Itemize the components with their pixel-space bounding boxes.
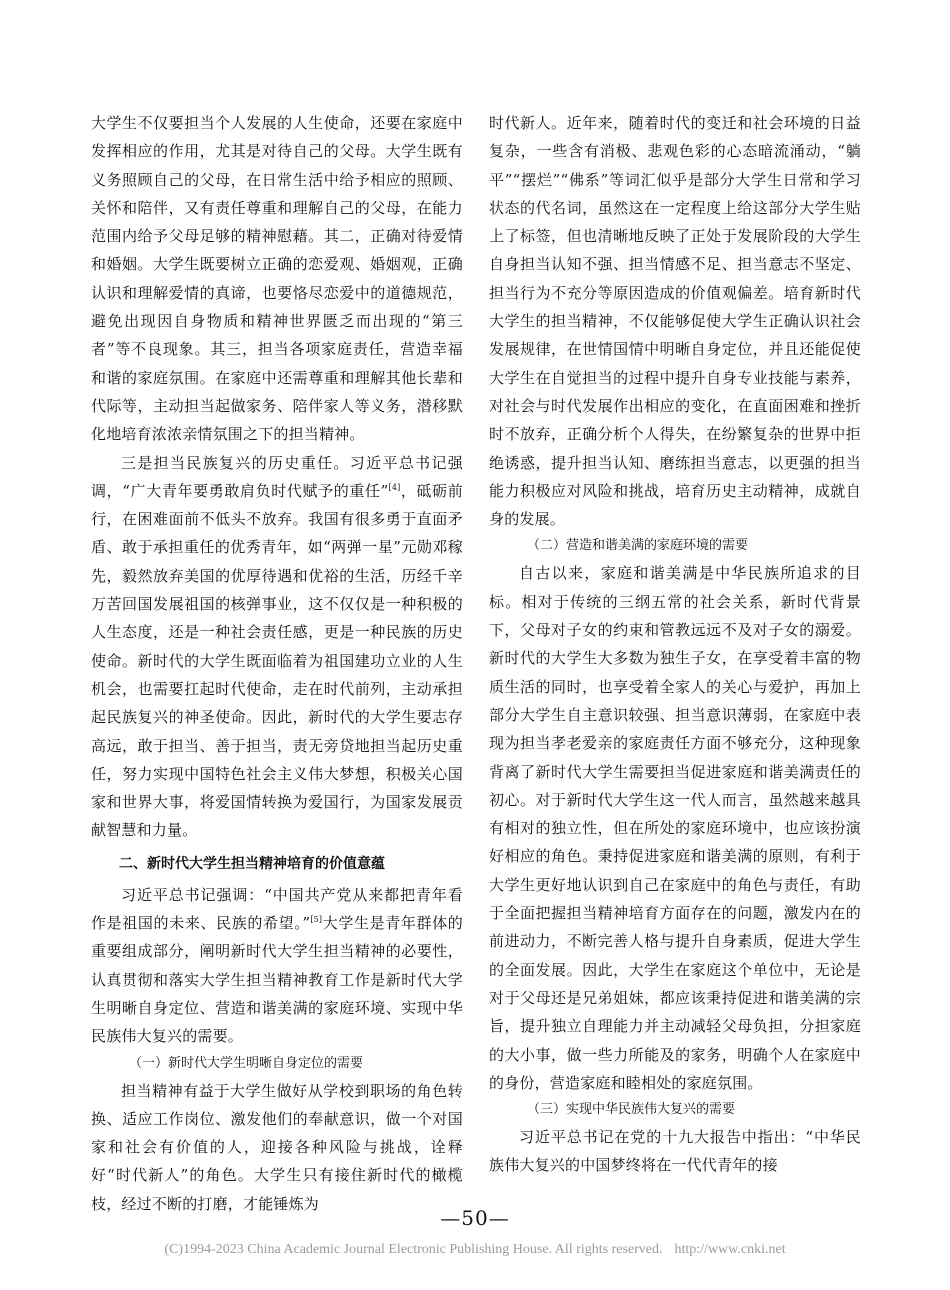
paragraph-text: ，砥砺前行，在困难面前不低头不放弃。我国有很多勇于直面矛盾、敢于承担重任的优秀青年，如“两弹一星”元勋邓稼先，毅然放弃美国的优厚待遇和优裕的生活，历经千辛万苦回国发展祖国的核弹事业，这不仅仅是一种积极的人生态度，还是一种社会责任感，更是一种民族的历史使命。新时代的大学生既面临着为祖国建功立业的人生机会，也需要扛起时代使命，走在时代前列，主动承担起民族复兴的神圣使命。因此，新时代的大学生要志存高远，敢于担当、善于担当，责无旁贷地担当起历史重任，努力实现中国特色社会主义伟大梦想，积极关心国家和世界大事，将爱国情转换为爱国行，为国家发展贡献智慧和力量。 <box>91 481 463 840</box>
paragraph-self-positioning: 担当精神有益于大学生做好从学校到职场的角色转换、适应工作岗位、激发他们的奉献意识，做一个对国家和社会有价值的人，迎接各种风险与挑战，诠释好“时代新人”的角色。大学生只有接住新时代的橄榄枝，经过不断的打磨，才能锤炼为 <box>91 1081 463 1213</box>
paragraph-new-era-people: 时代新人。近年来，随着时代的变迁和社会环境的日益复杂，一些含有消极、悲观色彩的心态暗流涌动，“躺平”“摆烂”“佛系”等词汇似乎是部分大学生日常和学习状态的代名词，虽然这在一定程度上给这部分大学生贴上了标签，但也清晰地反映了正处于发展阶段的大学生自身担当认知不强、担当情感不足、担当意志不坚定、担当行为不充分等原因造成的价值观偏差。培育新时代大学生的担当精神，不仅能够促使大学生正确认识社会发展规律，在世情国情中明晰自身定位，并且还能促使大学生在自觉担当的过程中提升自身专业技能与素养，对社会与时代发展作出相应的变化，在直面困难和挫折时不放弃，正确分析个人得失，在纷繁复杂的世界中拒绝诱惑，提升担当认知、磨练担当意志，以更强的担当能力积极应对风险和挑战，培育历史主动精神，成就自身的发展。 <box>489 114 861 529</box>
section-heading-value: 二、新时代大学生担当精神培育的价值意蕴 <box>119 855 385 872</box>
footer-url: http://www.cnki.net <box>674 1242 786 1257</box>
paragraph-family-environment: 自古以来，家庭和谐美满是中华民族所追求的目标。相对于传统的三纲五常的社会关系，新时代背景下，父母对子女的约束和管教远远不及对子女的溺爱。新时代的大学生大多数为独生子女，在享受着丰富的物质生活的同时，也享受着全家人的关心与爱护，再加上部分大学生自主意识较强、担当意识薄弱，在家庭中表现为担当孝老爱亲的家庭责任方面不够充分，这种现象背离了新时代大学生需要担当促进家庭和谐美满责任的初心。对于新时代大学生这一代人而言，虽然越来越具有相对的独立性，但在所处的家庭环境中，也应该扮演好相应的角色。秉持促进家庭和谐美满的原则，有利于大学生更好地认识到自己在家庭中的角色与责任，有助于全面把握担当精神培育方面存在的问题，激发内在的前进动力，不断完善人格与提升自身素质，促进大学生的全面发展。因此，大学生在家庭这个单位中，无论是对于父母还是兄弟姐妹，都应该秉持促进和谐美满的宗旨，提升独立自理能力并主动减轻父母负担，分担家庭的大小事，做一些力所能及的家务，明确个人在家庭中的身份，营造家庭和睦相处的家庭氛围。 <box>489 564 861 1092</box>
citation-ref-5: [5] <box>310 915 323 925</box>
paragraph-rejuvenation: 习近平总书记在党的十九大报告中指出：“中华民族伟大复兴的中国梦终将在一代代青年的接 <box>489 1128 861 1175</box>
copyright-text: (C)1994-2023 China Academic Journal Electronic Publishing House. All rights reserved. <box>164 1242 663 1257</box>
page-number: —50— <box>440 1206 510 1230</box>
paragraph-national-rejuvenation <box>91 449 463 845</box>
paragraph-value-intro <box>91 881 463 1051</box>
paragraph-family-duties: 大学生不仅要担当个人发展的人生使命，还要在家庭中发挥相应的作用，尤其是对待自己的父母。大学生既有义务照顾自己的父母，在日常生活中给予相应的照顾、关怀和陪伴，又有责任尊重和理解自己的父母，在能力范围内给予父母足够的精神慰藉。其二，正确对待爱情和婚姻。大学生既要树立正确的恋爱观、婚姻观，正确认识和理解爱情的真谛，也要恪尽恋爱中的道德规范，避免出现因自身物质和精神世界匮乏而出现的“第三者”等不良现象。其三，担当各项家庭责任，营造幸福和谐的家庭氛围。在家庭中还需尊重和理解其他长辈和代际等，主动担当起做家务、陪伴家人等义务，潜移默化地培育浓浓亲情氛围之下的担当精神。 <box>91 114 463 444</box>
subheading-self-positioning: （一）新时代大学生明晰自身定位的需要 <box>129 1055 364 1071</box>
paragraph-text: 大学生是青年群体的重要组成部分，阐明新时代大学生担当精神的必要性，认真贯彻和落实大学生担当精神教育工作是新时代大学生明晰自身定位、营造和谐美满的家庭环境、实现中华民族伟大复兴的需要。 <box>91 914 463 1046</box>
paragraph-text: 习近平总书记强调：“中国共产党从来都把青年看作是祖国的未来、民族的希望。” <box>91 885 463 933</box>
subheading-family-environment: （二）营造和谐美满的家庭环境的需要 <box>527 538 749 554</box>
citation-ref-4: [4] <box>388 482 401 492</box>
copyright-footer <box>0 1242 950 1258</box>
subheading-rejuvenation: （三）实现中华民族伟大复兴的需要 <box>527 1102 736 1118</box>
paragraph-text: 三是担当民族复兴的历史重任。习近平总书记强调，“广大青年要勇敢肩负时代赋予的重任” <box>91 453 463 500</box>
right-column <box>489 109 861 1180</box>
left-column <box>91 109 463 1218</box>
